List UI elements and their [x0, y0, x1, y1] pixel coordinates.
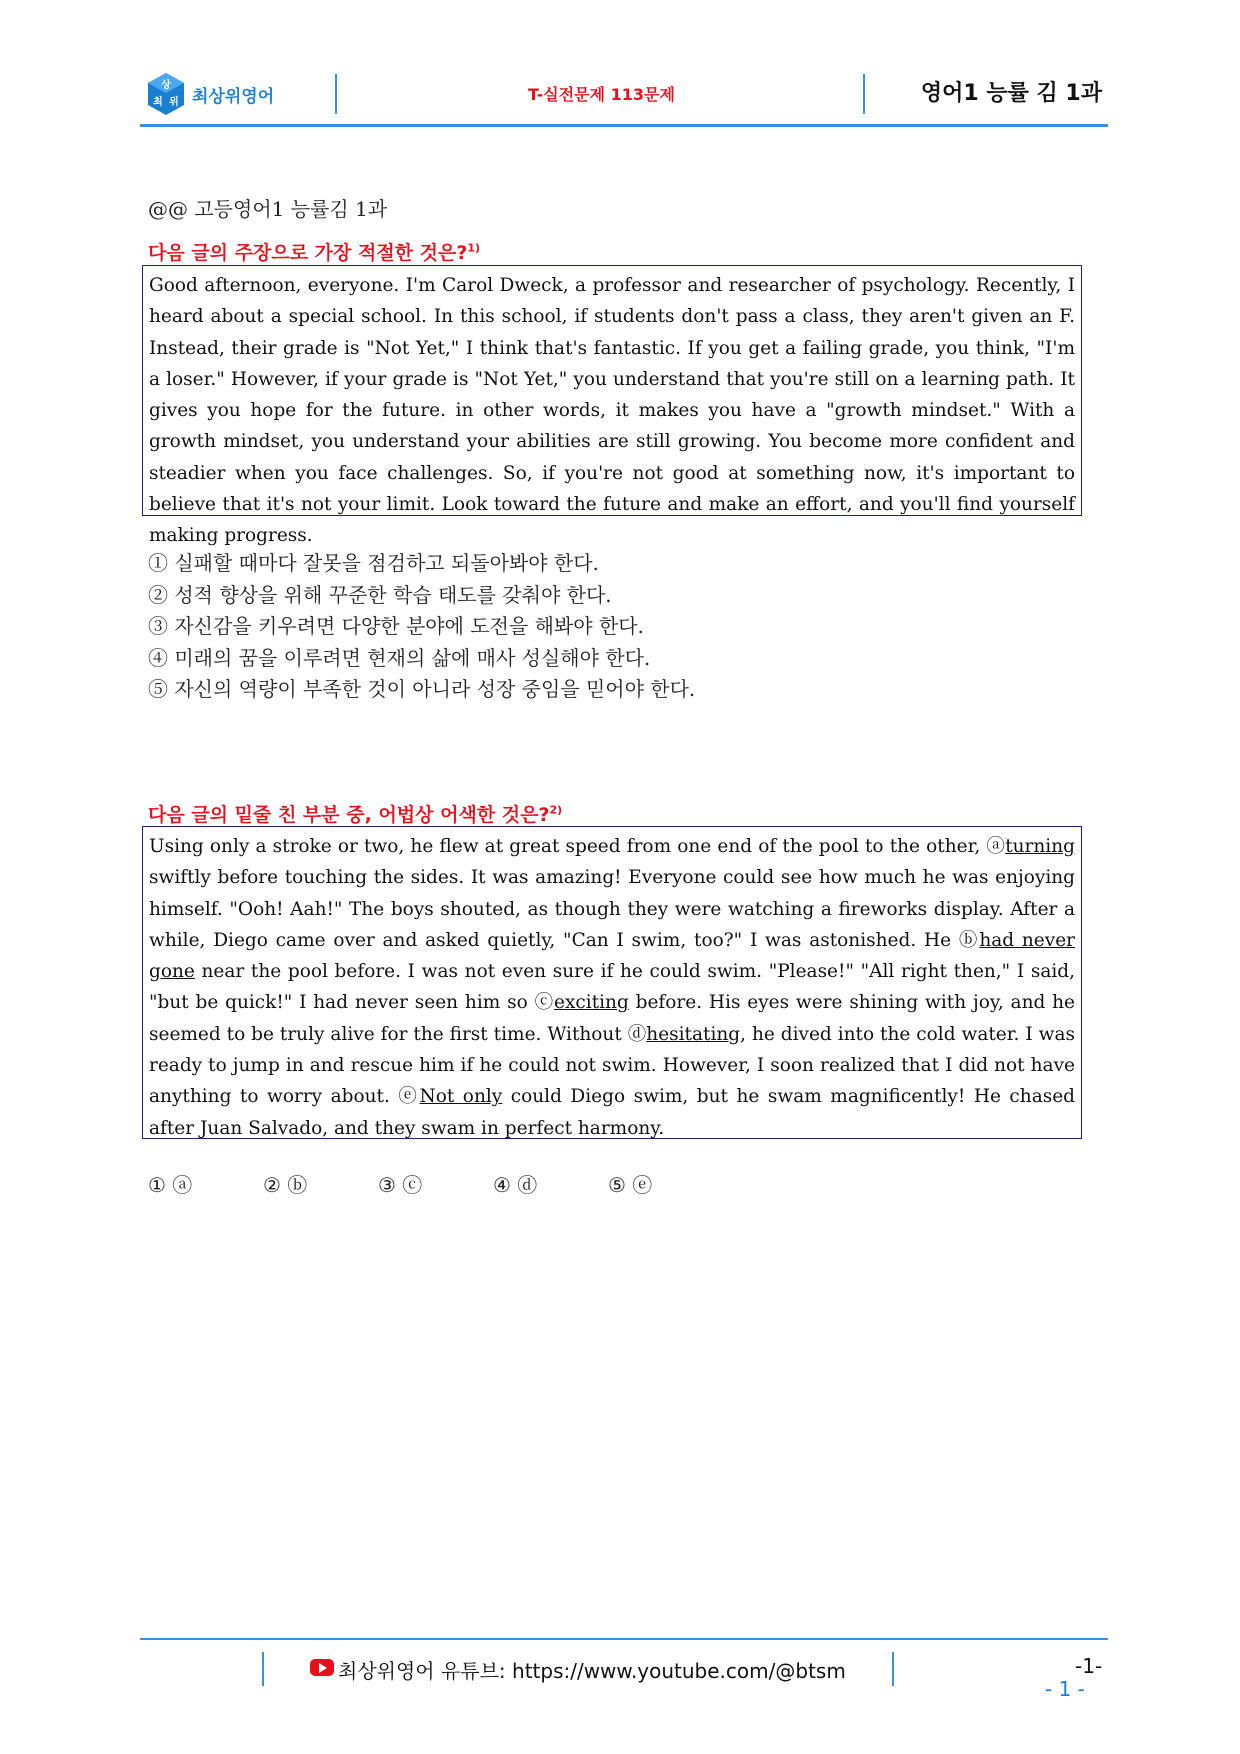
question-2-passage: Using only a stroke or two, he flew at great speed from one end of the pool to the other, ⓐturning swiftly before touching the sides. It was amazing! Everyone could see how much he was enjoying himself. "Ooh! Aah!" The boys shouted, as though they were watching a fireworks display. After a while, Diego came over and asked quietly, "Can I swim, too?" I was astonished. He ⓑhad never gone near the pool before. I was not even sure if he could swim. "Please!" "All right then," I said, "but be quick!" I had never seen him so ⓒexciting before. His eyes were shining with joy, and he seemed to be truly alive for the first time. Without ⓓhesitating, he dived into the cold water. I was ready to jump in and rescue him if he could not swim. However, I soon realized that I did not have anything to worry about. ⓔNot only could Diego swim, but he swam magnificently! He chased after Juan Salvado, and they swam in perfect harmony.: [142, 826, 1082, 1139]
header-divider: [863, 74, 865, 114]
header-rule: [140, 124, 1108, 127]
question-1-passage: Good afternoon, everyone. I'm Carol Dweck, a professor and researcher of psychology. Recently, I heard about a special school. In this school, if students don't pass a class, they aren't given an F. Instead, their grade is "Not Yet," I think that's fantastic. If you get a failing grade, you think, "I'm a loser." However, if your grade is "Not Yet," you understand that you're still on a learning path. It gives you hope for the future. in other words, it makes you have a "growth mindset." With a growth mindset, you understand your abilities are still growing. You become more confident and steadier when you face challenges. So, if you're not good at something now, it's important to believe that it's not your limit. Look toward the future and make an effort, and you'll find yourself making progress.: [142, 265, 1082, 516]
marker-b: ⓑ: [958, 929, 980, 951]
choice-4[interactable]: ④ 미래의 꿈을 이루려면 현재의 삶에 매사 성실해야 한다.: [148, 645, 651, 670]
underlined-d: hesitating: [646, 1023, 741, 1045]
marker-e: ⓔ: [398, 1086, 420, 1108]
footnote-ref: 1): [467, 241, 481, 255]
question-1-choices: [148, 548, 695, 706]
underlined-c: exciting: [554, 992, 629, 1014]
page-number: - 1 -: [1045, 1677, 1085, 1701]
svg-text:상: 상: [161, 80, 171, 91]
page-marker: -1-: [1075, 1654, 1103, 1678]
question-2-title: 다음 글의 밑줄 친 부분 중, 어법상 어색한 것은?$^{2)}$: [148, 803, 563, 826]
footer-divider: [892, 1652, 894, 1686]
underlined-a: turning: [1005, 836, 1075, 857]
footer-youtube-link[interactable]: 최상위영어 유튜브: https://www.youtube.com/@btsm: [338, 1659, 846, 1683]
choice-1[interactable]: ① ⓐ: [148, 1173, 193, 1197]
choice-2[interactable]: ② ⓑ: [263, 1173, 308, 1197]
choice-3[interactable]: ③ ⓒ: [378, 1173, 423, 1197]
marker-c: ⓒ: [534, 992, 555, 1014]
footer-rule: [140, 1638, 1108, 1640]
marker-a: ⓐ: [986, 836, 1006, 857]
svg-text:위: 위: [169, 97, 179, 108]
brand-logo-icon: [146, 72, 186, 116]
brand-name: 최상위영어: [192, 87, 275, 107]
choice-3[interactable]: ③ 자신감을 키우려면 다양한 분야에 도전을 해봐야 한다.: [148, 614, 644, 638]
question-1-title: 다음 글의 주장으로 가장 적절한 것은?$^{1)}$: [148, 241, 481, 264]
page-subtitle: @@ 고등영어1 능률김 1과: [148, 197, 388, 221]
footer-divider: [262, 1652, 264, 1686]
youtube-icon: [310, 1659, 334, 1676]
footnote-ref: 2): [549, 803, 563, 817]
marker-d: ⓓ: [627, 1023, 647, 1045]
course-title: 영어1 능률 김 1과: [920, 81, 1102, 106]
choice-5[interactable]: ⑤ 자신의 역량이 부족한 것이 아니라 성장 중임을 믿어야 한다.: [148, 677, 696, 701]
choice-5[interactable]: ⑤ ⓔ: [608, 1173, 653, 1197]
underlined-b: had never gone: [149, 929, 1075, 983]
choice-2[interactable]: ② 성적 향상을 위해 꾸준한 학습 태도를 갖춰야 한다.: [148, 582, 612, 607]
underlined-e: Not only: [419, 1086, 503, 1108]
header-divider: [335, 74, 337, 114]
choice-4[interactable]: ④ ⓓ: [493, 1173, 538, 1197]
question-2-choices: [148, 1170, 723, 1202]
page-header: [140, 70, 1108, 126]
document-type: T-실전문제 113문제: [528, 85, 675, 104]
svg-text:최: 최: [153, 97, 163, 108]
choice-1[interactable]: ① 실패할 때마다 잘못을 점검하고 되돌아봐야 한다.: [148, 551, 599, 575]
